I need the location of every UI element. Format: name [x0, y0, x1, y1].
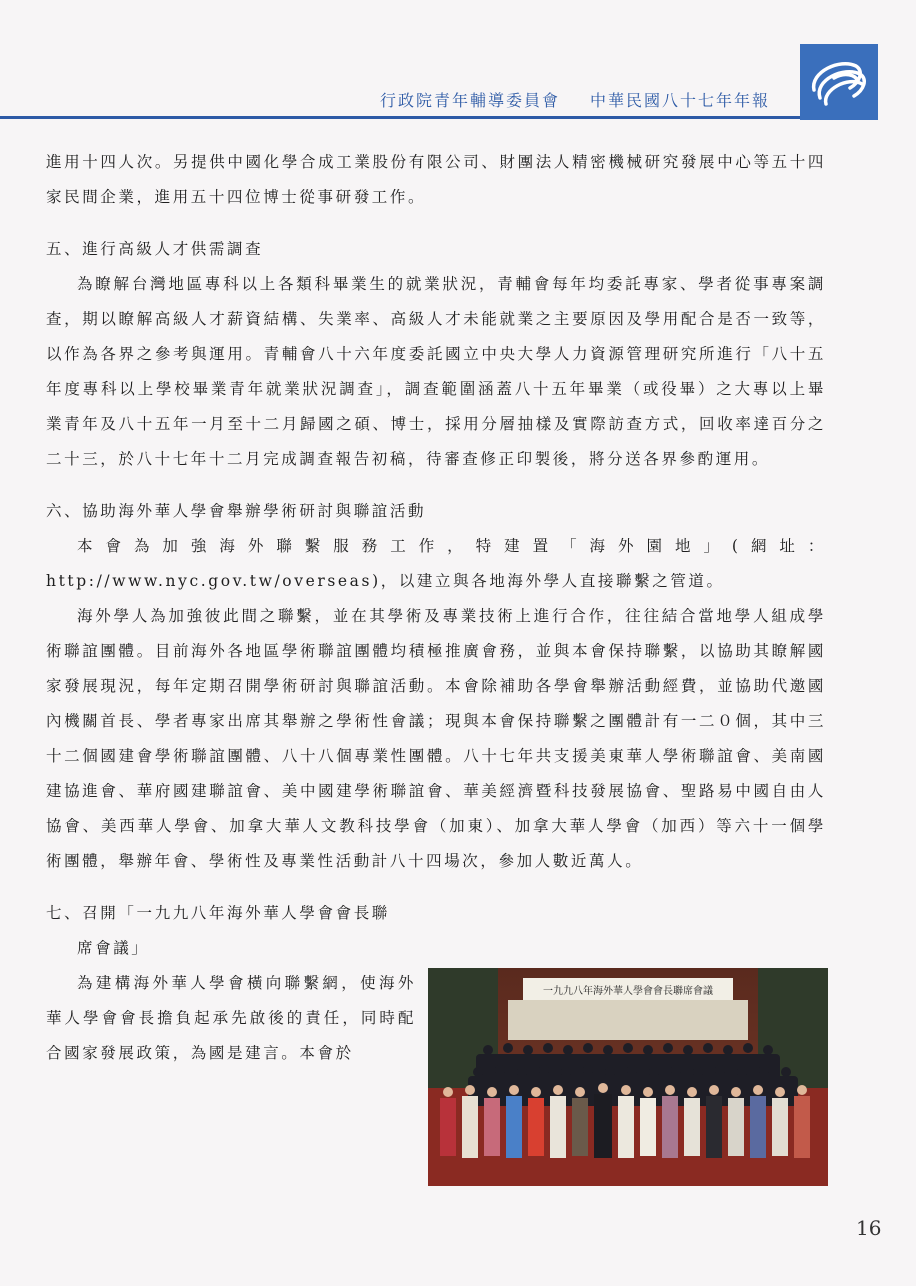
photo-banner-text: 一九九八年海外華人學會會長聯席會議: [543, 986, 713, 997]
section-7-title-line-1: 七、召開「一九九八年海外華人學會會長聯: [46, 904, 390, 922]
section-6-paragraph-1: 本會為加強海外聯繫服務工作，特建置「海外園地」(網址：http://www.nyc.gov.tw/overseas)，以建立與各地海外學人直接聯繫之管道。: [46, 537, 826, 590]
page-number: 16: [856, 1216, 882, 1240]
report-logo: [800, 44, 878, 120]
section-6-paragraph-2: 海外學人為加強彼此間之聯繫，並在其學術及專業技術上進行合作，往往結合當地學人組成學術聯誼團體。目前海外各地區學術聯誼團體均積極推廣會務，並與本會保持聯繫，以協助其瞭解國家發展現況，每年定期召開學術研討與聯誼活動。本會除補助各學會舉辦活動經費，並協助代邀國內機關首長、學者專家出席其舉辦之學術性會議；現與本會保持聯繫之團體計有一二０個，其中三十二個國建會學術聯誼團體、八十八個專業性團體。八十七年共支援美東華人學術聯誼會、美南國建協進會、華府國建聯誼會、美中國建學術聯誼會、華美經濟暨科技發展協會、聖路易中國自由人協會、美西華人學會、加拿大華人文教科技學會（加東）、加拿大華人學會（加西）等六十一個學術團體，舉辦年會、學術性及專業性活動計八十四場次，參加人數近萬人。: [46, 607, 826, 870]
header-org: 行政院青年輔導委員會: [380, 91, 561, 110]
page-body: [46, 145, 826, 1071]
section-7-title-line-2: 席會議」: [77, 939, 150, 957]
section-6-title: 六、協助海外華人學會舉辦學術研討與聯誼活動: [46, 502, 427, 520]
section-7-column: [46, 896, 416, 1071]
running-header: [380, 88, 770, 111]
section-7-paragraph: 為建構海外華人學會橫向聯繫網，使海外華人學會會長擔負起承先啟後的責任，同時配合國家發展政策，為國是建言。本會於: [46, 974, 416, 1062]
header-report-title: 中華民國八十七年年報: [590, 91, 771, 110]
ring-logo-icon: [800, 44, 878, 120]
group-photo: [428, 968, 828, 1186]
section-5-title: 五、進行高級人才供需調查: [46, 240, 264, 258]
header-rule: [0, 116, 800, 119]
section-5-paragraph: 為瞭解台灣地區專科以上各類科畢業生的就業狀況，青輔會每年均委託專家、學者從事專案調查，期以瞭解高級人才薪資結構、失業率、高級人才未能就業之主要原因及學用配合是否一致等，以作為各界之參考與運用。青輔會八十六年度委託國立中央大學人力資源管理研究所進行「八十五年度專科以上學校畢業青年就業狀況調查」，調查範圍涵蓋八十五年畢業（或役畢）之大專以上畢業青年及八十五年一月至十二月歸國之碩、博士，採用分層抽樣及實際訪查方式，回收率達百分之二十三，於八十七年十二月完成調查報告初稿，待審查修正印製後，將分送各界參酌運用。: [46, 275, 826, 468]
paragraph-intro: 進用十四人次。另提供中國化學合成工業股份有限公司、財團法人精密機械研究發展中心等五十四家民間企業，進用五十四位博士從事研發工作。: [46, 153, 826, 206]
